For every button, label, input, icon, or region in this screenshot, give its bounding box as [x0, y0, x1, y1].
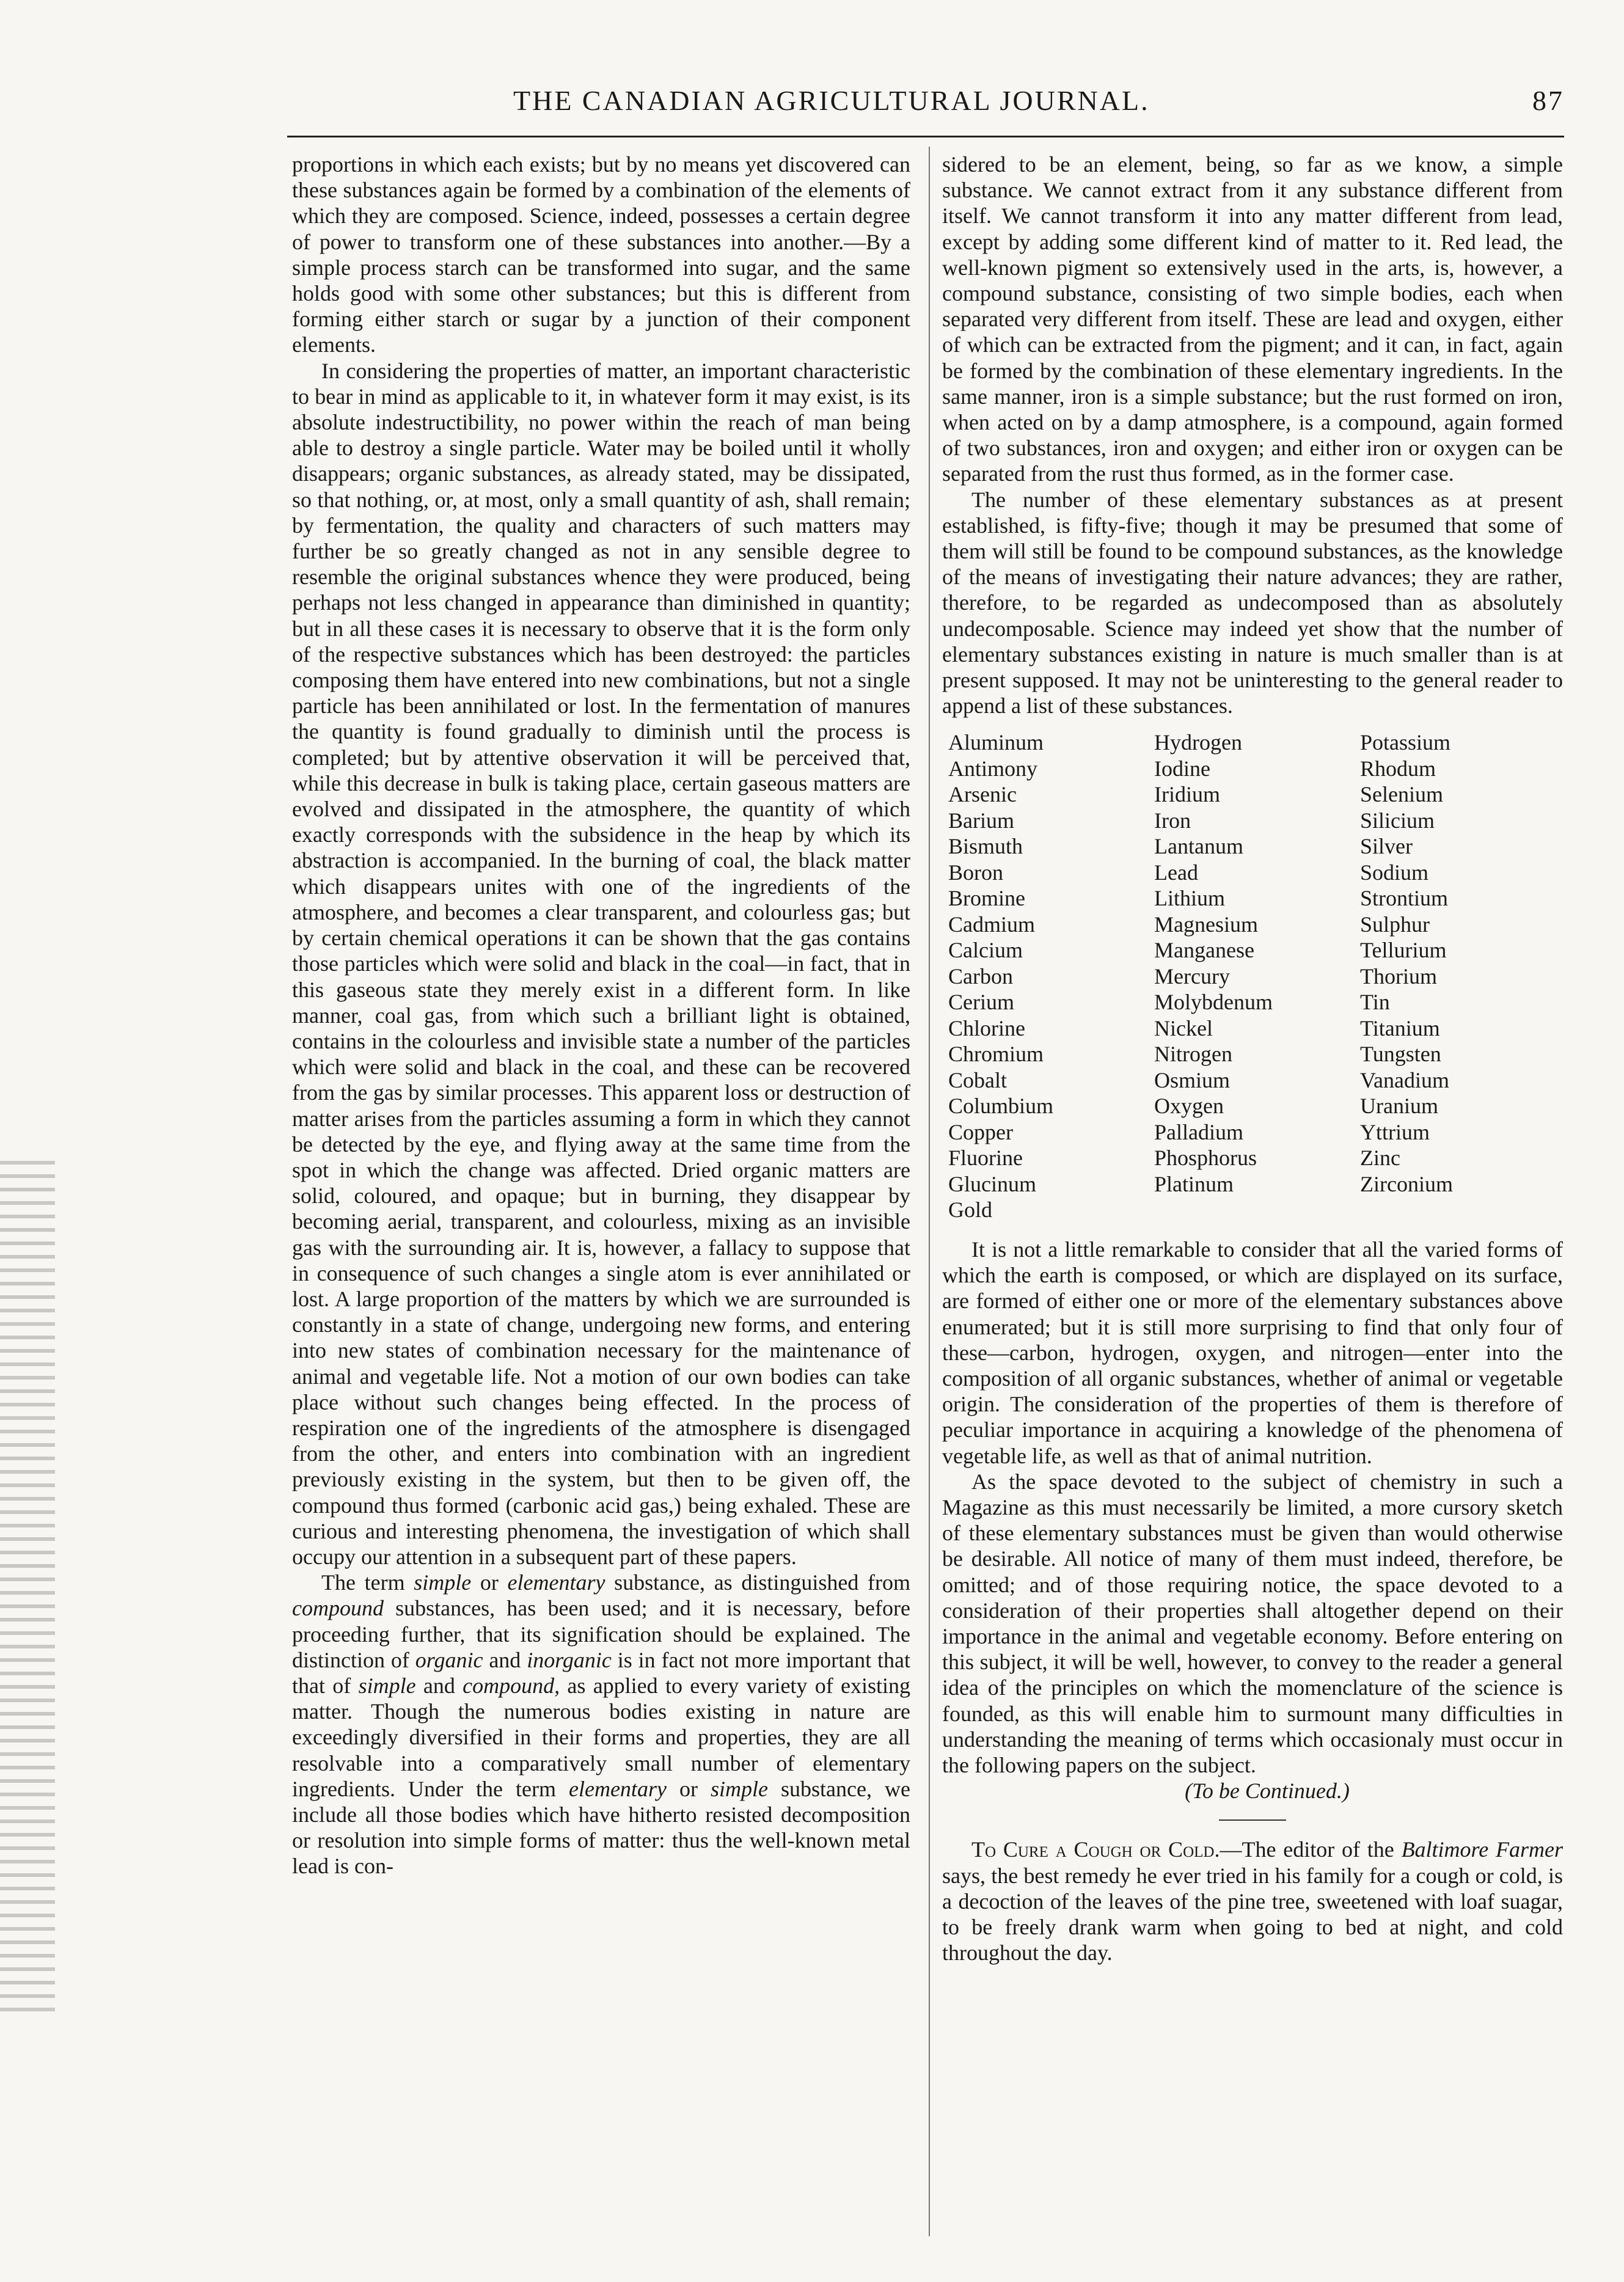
element-name: Iodine — [1154, 756, 1210, 781]
cough-heading: To Cure a Cough or Cold. — [971, 1837, 1220, 1862]
element-name: Thorium — [1360, 964, 1438, 989]
element-name: Platinum — [1154, 1171, 1234, 1196]
paragraph: As the space devoted to the subject of chemistry in such a Magazine as this must necessarily be limited, a more cursory sketch of these elementary substances must be given than would otherwise be desirable. All notice of many of them must indeed, therefore, be omitted; and of those requiring notice, the space devoted to a consideration of their properties shall altogether depend on their importance in the animal and vegetable economy. Before entering on this subject, it will be well, however, to convey to the reader a general idea of the principles on which the momenclature of the science is founded, as this will enable him to surmount many difficulties in understanding the meaning of terms which occasionaly must occur in the following papers on the subject. — [942, 1469, 1563, 1778]
element-name: Glucinum — [948, 1171, 1036, 1196]
journal-title: THE CANADIAN AGRICULTURAL JOURNAL. — [513, 85, 1150, 116]
margin-scan-marks — [0, 1161, 55, 2016]
element-name: Copper — [948, 1119, 1013, 1144]
element-name: Tungsten — [1360, 1042, 1441, 1067]
element-name: Rhodum — [1360, 756, 1436, 781]
elements-column — [1154, 730, 1357, 1223]
element-name: Chlorine — [948, 1015, 1025, 1040]
element-name: Lithium — [1154, 886, 1226, 911]
element-name: Strontium — [1360, 886, 1449, 911]
element-name: Tin — [1360, 990, 1390, 1015]
element-name: Calcium — [948, 938, 1023, 963]
element-name: Iridium — [1154, 782, 1220, 807]
elements-list — [948, 730, 1563, 1223]
element-name: Boron — [948, 860, 1003, 885]
element-name: Columbium — [948, 1094, 1054, 1119]
column-divider — [929, 147, 930, 2236]
element-name: Carbon — [948, 964, 1013, 989]
element-name: Gold — [948, 1198, 992, 1223]
element-name: Manganese — [1154, 938, 1254, 963]
element-name: Hydrogen — [1154, 730, 1242, 755]
elements-column — [1360, 730, 1563, 1223]
element-name: Tellurium — [1360, 938, 1447, 963]
element-name: Lantanum — [1154, 834, 1243, 859]
element-name: Osmium — [1154, 1067, 1231, 1092]
element-name: Nickel — [1154, 1015, 1213, 1040]
element-name: Mercury — [1154, 964, 1230, 989]
left-column — [292, 152, 910, 2229]
paragraph-simple-elementary: The term simple or elementary substance, as distinguished from compound substances, has been used; and it is necessary, before proceeding further, that its signification should be explained. The distinction of organic and inorganic is in fact not more important that that of simple and compound, as applied to every variety of existing matter. Though the numerous bodies existing in nature are exceedingly diversified in their forms and properties, they are all resolvable into a comparatively small number of elementary ingredients. Under the term elementary or simple substance, we include all those bodies which have hitherto resisted decomposition or resolution into simple forms of matter: thus the well-known metal lead is con- — [292, 1570, 910, 1879]
right-column — [942, 152, 1563, 2229]
element-name: Yttrium — [1360, 1119, 1430, 1144]
element-name: Silver — [1360, 834, 1413, 859]
section-rule — [1219, 1819, 1286, 1821]
element-name: Nitrogen — [1154, 1042, 1232, 1067]
element-name: Cobalt — [948, 1067, 1007, 1092]
element-name: Bismuth — [948, 834, 1023, 859]
element-name: Oxygen — [1154, 1094, 1224, 1119]
element-name: Molybdenum — [1154, 990, 1273, 1015]
element-name: Bromine — [948, 886, 1025, 911]
paragraph: sidered to be an element, being, so far as we know, a simple substance. We cannot extract from it any substance different from itself. We cannot transform it into any matter different from lead, except by adding some different kind of matter to it. Red lead, the well-known pigment so extensively used in the arts, is, however, a compound substance, consisting of two simple bodies, each when separated very different from itself. These are lead and oxygen, either of which can be extracted from the pigment; and it can, in fact, again be formed by the combination of these elementary ingredients. In the same manner, iron is a simple substance; but the rust formed on iron, when acted on by a damp atmosphere, is a compound, again formed of two substances, iron and oxygen; and either iron or oxygen can be separated from the rust thus formed, as in the former case. — [942, 152, 1563, 486]
paragraph: In considering the properties of matter, an important characteristic to bear in mind as applicable to it, in whatever form it may exist, is its absolute indestructibility, no power within the reach of man being able to destroy a single particle. Water may be boiled until it wholly disappears; organic substances, as already stated, may be dissipated, so that nothing, or, at most, only a small quantity of ash, shall remain; by fermentation, the quality and characters of such matters may further be so greatly changed as not in any sensible degree to resemble the original substances whence they were produced, being perhaps not less changed in appearance than diminished in quantity; but in all these cases it is necessary to observe that it is the form only of the respective substances which has been destroyed: the particles composing them have entered into new combinations, but not a single particle has been annihilated or lost. In the fermentation of manures the quantity is found gradually to diminish until the process is completed; but by attentive observation it will be perceived that, while this decrease in bulk is taking place, certain gaseous matters are evolved and dissipated in the atmosphere, the quantity of which exactly corresponds with the subsidence in the heap by which its abstraction is accompanied. In the burning of coal, the black matter which disappears unites with one of the ingredients of the atmosphere, and becomes a clear transparent, and colourless gas; but by certain chemical operations it can be shown that the gas contains those particles which were solid and black in the coal—in fact, that in this gaseous state they merely exist in a different form. In like manner, coal gas, from which such a brilliant light is obtained, contains in the colourless and invisible state a number of the particles which were solid and black in the coal, and these can be recovered from the gas by similar processes. This apparent loss or destruction of matter arises from the particles assuming a form in which they cannot be detected by the eye, and flying away at the same time from the spot in which the change was affected. Dried organic matters are solid, coloured, and opaque; but in burning, they disappear by becoming aerial, transparent, and colourless, mixing as an invisible gas with the surrounding air. It is, however, a fallacy to suppose that in consequence of such changes a single atom is ever annihilated or lost. A large proportion of the matters by which we are surrounded is constantly in a state of change, undergoing new forms, and entering into new states of combination necessary for the maintenance of animal and vegetable life. Not a motion of our own bodies can take place without such changes being effected. In the process of respiration one of the ingredients of the atmosphere is disengaged from the other, and enters into combination with an ingredient previously existing in the system, but then to be given off, the compound thus formed (carbonic acid gas,) being exhaled. These are curious and interesting phenomena, the investigation of which shall occupy our attention in a subsequent part of these papers. — [292, 358, 910, 1569]
cough-remedy-paragraph: To Cure a Cough or Cold.—The editor of the Baltimore Farmer says, the best remedy he ever tried in his family for a cough or cold, is a decoction of the leaves of the pine tree, sweetened with loaf suagar, to be freely drank warm when going to bed at night, and cold throughout the day. — [942, 1837, 1563, 1966]
element-name: Iron — [1154, 808, 1191, 833]
page-header — [513, 84, 1564, 127]
element-name: Zinc — [1360, 1146, 1401, 1171]
element-name: Vanadium — [1360, 1067, 1449, 1092]
element-name: Zirconium — [1360, 1171, 1453, 1196]
header-rule — [287, 136, 1564, 137]
paragraph: The number of these elementary substances as at present established, is fifty-five; though it may be presumed that some of them will still be found to be compound substances, as the knowledge of the means of investigating their nature advances; they are rather, therefore, to be regarded as undecomposed than as absolutely undecomposable. Science may indeed yet show that the number of elementary substances existing in nature is much smaller than is at present supposed. It may not be uninteresting to the general reader to append a list of these substances. — [942, 487, 1563, 719]
paragraph: proportions in which each exists; but by no means yet discovered can these substances again be formed by a combination of the elements of which they are composed. Science, indeed, possesses a certain degree of power to transform one of these substances into another.—By a simple process starch can be transformed into sugar, and the same holds good with some other substances; but this is different from forming either starch or sugar by a junction of their component elements. — [292, 152, 910, 357]
element-name: Sodium — [1360, 860, 1429, 885]
element-name: Selenium — [1360, 782, 1444, 807]
elements-column — [948, 730, 1151, 1223]
element-name: Aluminum — [948, 730, 1044, 755]
source-name: Baltimore Farmer — [1401, 1837, 1563, 1862]
element-name: Magnesium — [1154, 912, 1258, 937]
element-name: Potassium — [1360, 730, 1451, 755]
element-name: Phosphorus — [1154, 1146, 1257, 1171]
element-name: Cadmium — [948, 912, 1035, 937]
element-name: Titanium — [1360, 1015, 1440, 1040]
paragraph: It is not a little remarkable to consider that all the varied forms of which the earth is composed, or which are displayed on its surface, are formed of either one or more of the elementary substances above enumerated; but it is still more surprising to find that only four of these—carbon, hydrogen, oxygen, and nitrogen—enter into the composition of all organic substances, whether of animal or vegetable origin. The consideration of the properties of them is therefore of peculiar importance in acquiring a knowledge of the phenomena of vegetable life, as well as that of animal nutrition. — [942, 1237, 1563, 1468]
element-name: Sulphur — [1360, 912, 1430, 937]
element-name: Barium — [948, 808, 1014, 833]
element-name: Uranium — [1360, 1094, 1438, 1119]
element-name: Silicium — [1360, 808, 1435, 833]
element-name: Antimony — [948, 756, 1038, 781]
element-name: Fluorine — [948, 1146, 1023, 1171]
element-name: Chromium — [948, 1042, 1044, 1067]
page-number: 87 — [1532, 85, 1564, 116]
to-be-continued: (To be Continued.) — [1185, 1779, 1350, 1804]
element-name: Palladium — [1154, 1119, 1244, 1144]
element-name: Cerium — [948, 990, 1014, 1015]
element-name: Arsenic — [948, 782, 1017, 807]
element-name: Lead — [1154, 860, 1198, 885]
